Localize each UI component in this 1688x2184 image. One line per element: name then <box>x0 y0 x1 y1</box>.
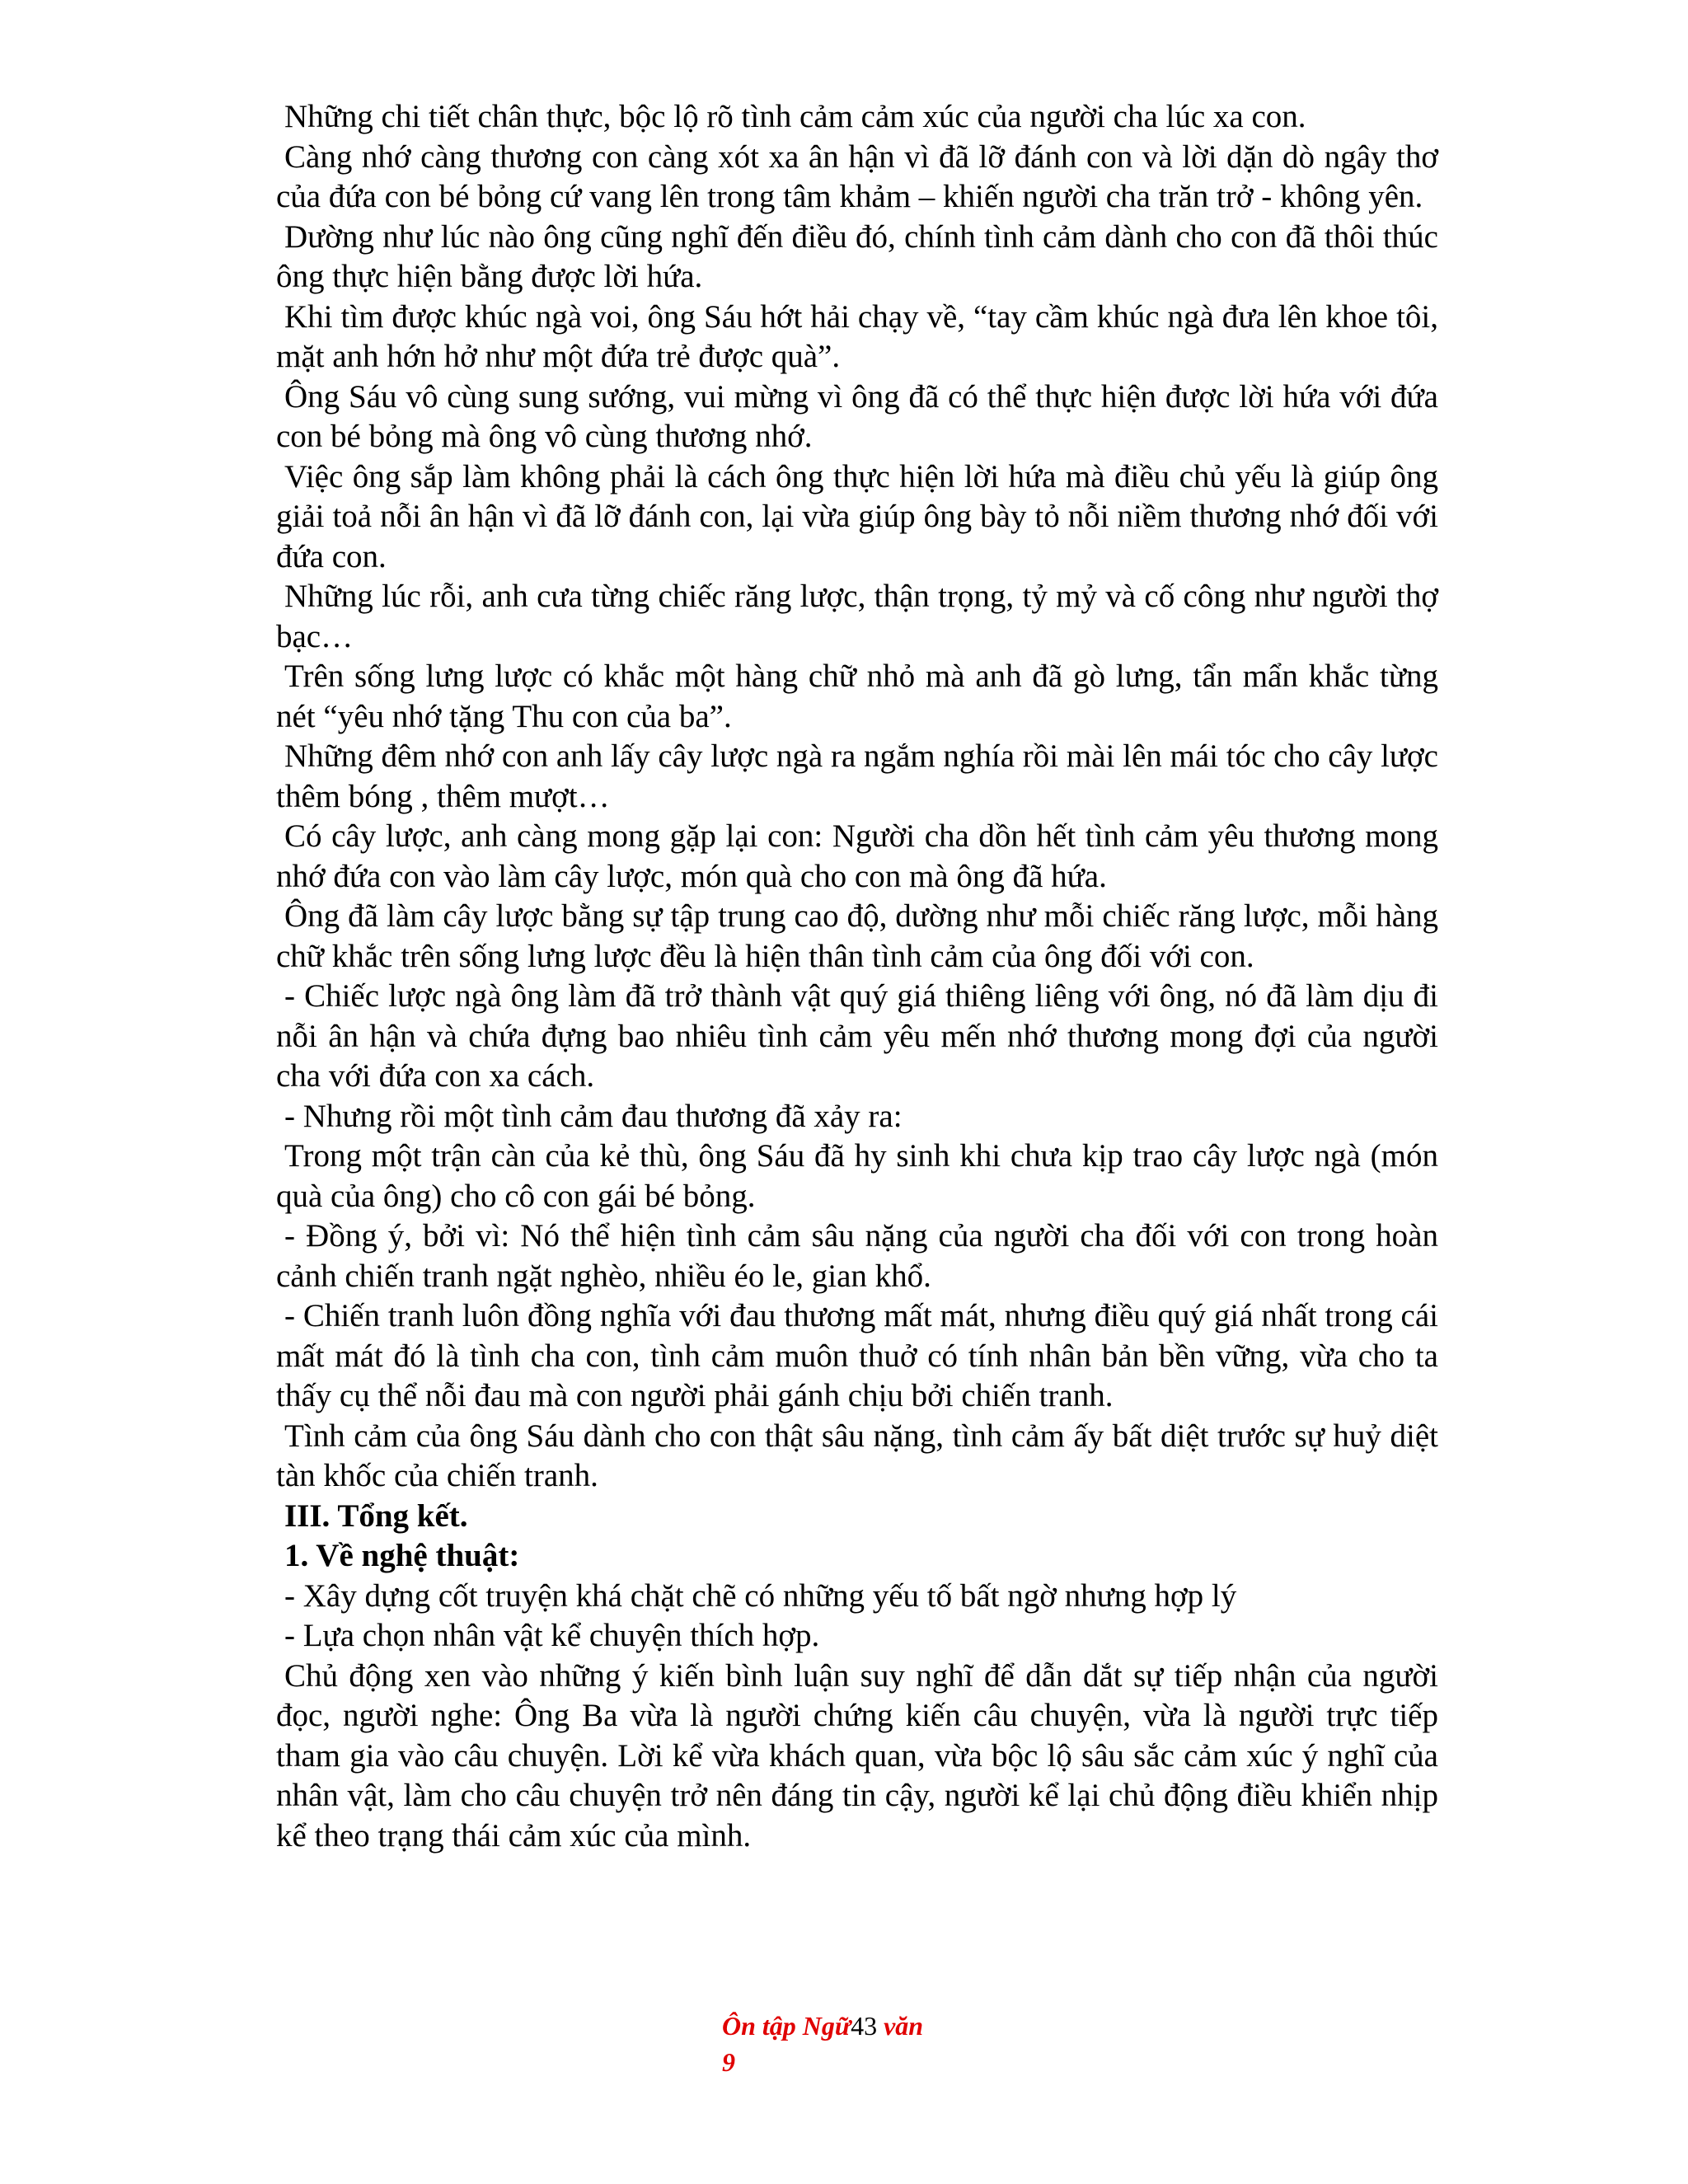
body-paragraph: Trên sống lưng lược có khắc một hàng chữ nhỏ mà anh đã gò lưng, tẩn mẩn khắc từng nét “yêu nhớ tặng Thu con của ba”. <box>276 658 1438 734</box>
section-heading: 1. Về nghệ thuật: <box>284 1538 520 1573</box>
body-paragraph: - Xây dựng cốt truyện khá chặt chẽ có những yếu tố bất ngờ nhưng hợp lý <box>284 1577 1237 1614</box>
page-number: 43 <box>851 2011 878 2041</box>
body-paragraph: Chủ động xen vào những ý kiến bình luận suy nghĩ để dẫn dắt sự tiếp nhận của người đọc, người nghe: Ông Ba vừa là người chứng kiến câu chuyện, vừa là người trực tiếp tham gia vào câu chuyện. Lời kể vừa khách quan, vừa bộc lộ sâu sắc cảm xúc ý nghĩ của nhân vật, làm cho câu chuyện trở nên đáng tin cậy, người kể lại chủ động điều khiển nhịp kể theo trạng thái cảm xúc của mình. <box>276 1657 1438 1854</box>
footer-grade: 9 <box>722 2047 735 2077</box>
page-footer <box>722 2008 969 2080</box>
body-paragraph: Việc ông sắp làm không phải là cách ông thực hiện lời hứa mà điều chủ yếu là giúp ông giải toả nỗi ân hận vì đã lỡ đánh con, lại vừa giúp ông bày tỏ nỗi niềm thương nhớ đối với đứa con. <box>276 458 1438 574</box>
footer-title-part1: Ôn tập Ngữ <box>722 2011 851 2041</box>
body-paragraph: Những lúc rỗi, anh cưa từng chiếc răng lược, thận trọng, tỷ mỷ và cố công như người thợ bạc… <box>276 579 1438 654</box>
body-paragraph: Tình cảm của ông Sáu dành cho con thật sâu nặng, tình cảm ấy bất diệt trước sự huỷ diệt tàn khốc của chiến tranh. <box>276 1418 1438 1493</box>
body-paragraph: Khi tìm được khúc ngà voi, ông Sáu hớt hải chạy về, “tay cầm khúc ngà đưa lên khoe tôi, mặt anh hớn hở như một đứa trẻ được quà”. <box>276 298 1438 374</box>
body-paragraph: Càng nhớ càng thương con càng xót xa ân hận vì đã lỡ đánh con và lời dặn dò ngây thơ của đứa con bé bỏng cứ vang lên trong tâm khảm – khiến người cha trăn trở - không yên. <box>276 138 1438 214</box>
body-paragraph: - Đồng ý, bởi vì: Nó thể hiện tình cảm sâu nặng của người cha đối với con trong hoàn cảnh chiến tranh ngặt nghèo, nhiều éo le, gian khổ. <box>276 1218 1438 1294</box>
body-paragraph: Có cây lược, anh càng mong gặp lại con: Người cha dồn hết tình cảm yêu thương mong nhớ đứa con vào làm cây lược, món quà cho con mà ông đã hứa. <box>276 818 1438 894</box>
body-paragraph: Những đêm nhớ con anh lấy cây lược ngà ra ngắm nghía rồi mài lên mái tóc cho cây lược thêm bóng , thêm mượt… <box>276 738 1438 814</box>
body-paragraph: Trong một trận càn của kẻ thù, ông Sáu đã hy sinh khi chưa kịp trao cây lược ngà (món quà của ông) cho cô con gái bé bỏng. <box>276 1138 1438 1214</box>
body-paragraph: - Chiếc lược ngà ông làm đã trở thành vật quý giá thiêng liêng với ông, nó đã làm dịu đi nỗi ân hận và chứa đựng bao nhiêu tình cảm yêu mến nhớ thương mong đợi của người cha với đứa con xa cách. <box>276 978 1438 1094</box>
body-paragraph: Dường như lúc nào ông cũng nghĩ đến điều đó, chính tình cảm dành cho con đã thôi thúc ông thực hiện bằng được lời hứa. <box>276 218 1438 294</box>
body-paragraph: - Nhưng rồi một tình cảm đau thương đã xảy ra: <box>284 1098 903 1134</box>
footer-title-part2: văn <box>884 2011 924 2041</box>
section-heading: III. Tổng kết. <box>284 1497 468 1534</box>
body-paragraph: Ông đã làm cây lược bằng sự tập trung cao độ, dường như mỗi chiếc răng lược, mỗi hàng chữ khắc trên sống lưng lược đều là hiện thân tình cảm của ông đối với con. <box>276 898 1438 974</box>
body-paragraph: Ông Sáu vô cùng sung sướng, vui mừng vì ông đã có thể thực hiện được lời hứa với đứa con bé bỏng mà ông vô cùng thương nhớ. <box>276 378 1438 454</box>
body-paragraph: - Chiến tranh luôn đồng nghĩa với đau thương mất mát, nhưng điều quý giá nhất trong cái mất mát đó là tình cha con, tình cảm muôn thuở có tính nhân bản bền vững, vừa cho ta thấy cụ thể nỗi đau mà con người phải gánh chịu bởi chiến tranh. <box>276 1298 1438 1413</box>
body-paragraph: - Lựa chọn nhân vật kể chuyện thích hợp. <box>284 1618 820 1653</box>
body-paragraph: Những chi tiết chân thực, bộc lộ rõ tình cảm cảm xúc của người cha lúc xa con. <box>284 99 1306 134</box>
document-body <box>276 97 1438 1856</box>
